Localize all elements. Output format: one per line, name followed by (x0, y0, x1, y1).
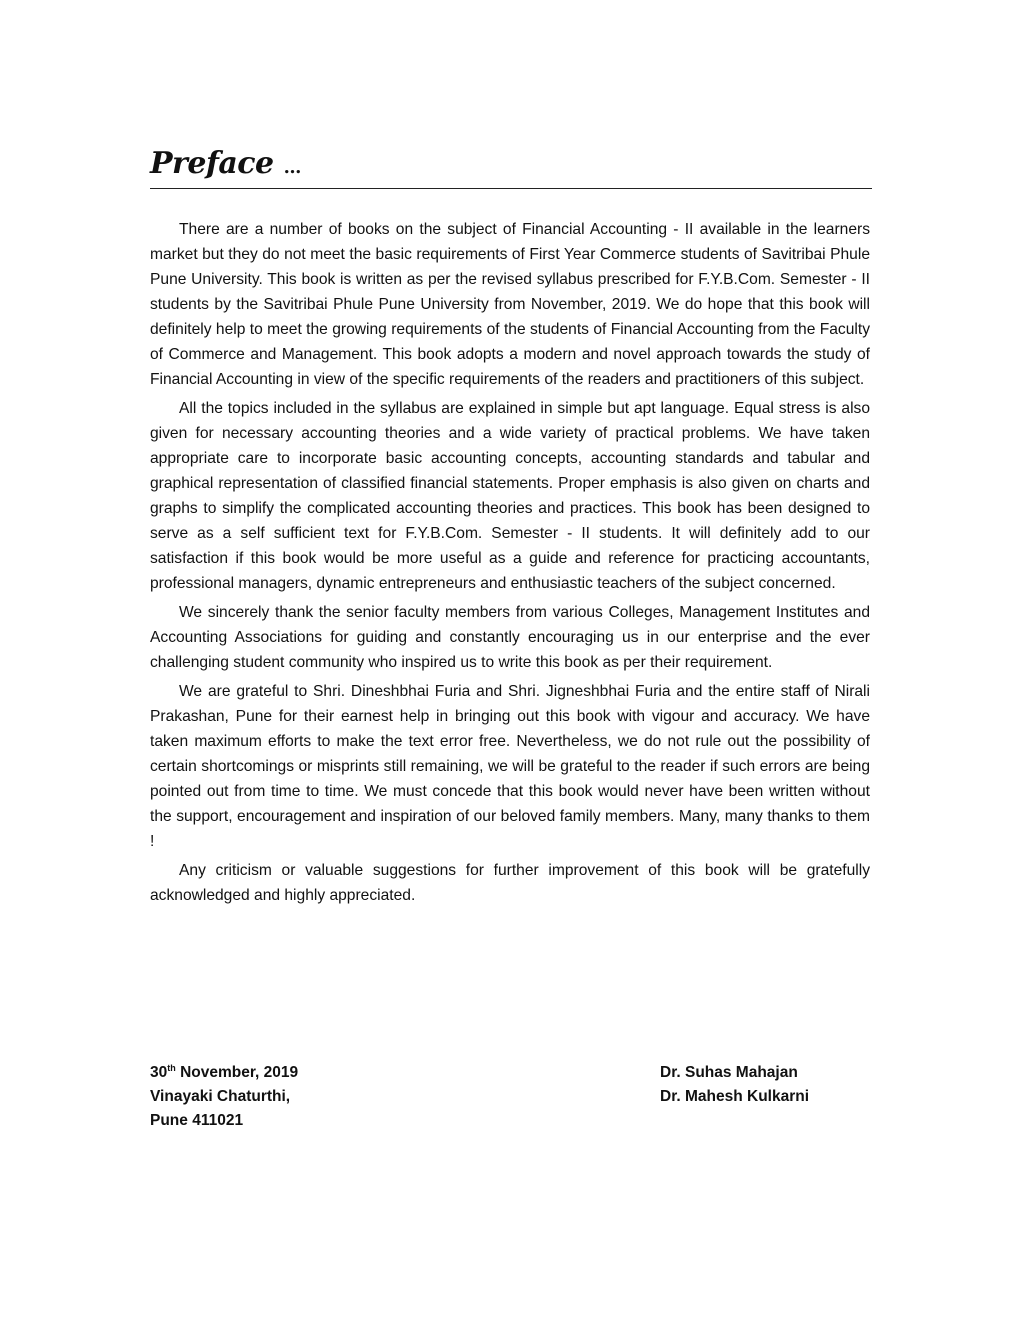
preface-body (150, 217, 870, 912)
date-rest: November, 2019 (180, 1064, 299, 1081)
date-day: 30 (150, 1064, 168, 1081)
date-place-block (150, 1061, 298, 1133)
title-divider (150, 188, 872, 189)
date (150, 1061, 298, 1085)
place: Pune 411021 (150, 1112, 244, 1129)
authors-block (660, 1061, 809, 1109)
author-name: Dr. Mahesh Kulkarni (660, 1088, 810, 1105)
paragraph: Any criticism or valuable suggestions for further improvement of this book will be gratefully acknowledged and highly appreciated. (150, 862, 870, 904)
paragraph: We are grateful to Shri. Dineshbhai Furia and Shri. Jigneshbhai Furia and the entire staff of Nirali Prakashan, Pune for their earnest help in bringing out this book with vigour and accuracy. We have taken maximum efforts to make the text error free. Nevertheless, we do not rule out the possibility of certain shortcomings or misprints still remaining, we will be grateful to the reader if such errors are being pointed out from time to time. We must concede that this book would never have been written without the support, encouragement and inspiration of our beloved family members. Many, many thanks to them ! (150, 683, 870, 850)
paragraph: We sincerely thank the senior faculty members from various Colleges, Management Institutes and Accounting Associations for guiding and constantly encouraging us in our enterprise and the ever challenging student community who inspired us to write this book as per their requirement. (150, 604, 870, 671)
date-suffix: th (167, 1062, 176, 1073)
paragraph: There are a number of books on the subject of Financial Accounting - II available in the learners market but they do not meet the basic requirements of First Year Commerce students of Savitribai Phule Pune University. This book is written as per the revised syllabus prescribed for F.Y.B.Com. Semester - II students by the Savitribai Phule Pune University from November, 2019. We do hope that this book will definitely help to meet the growing requirements of the students of Financial Accounting from the Faculty of Commerce and Management. This book adopts a modern and novel approach towards the study of Financial Accounting in view of the specific requirements of the readers and practitioners of this subject. (150, 221, 870, 388)
author-name: Dr. Suhas Mahajan (660, 1064, 798, 1081)
title-dots: ... (283, 157, 301, 178)
title-text: Preface (150, 146, 274, 181)
paragraph: All the topics included in the syllabus are explained in simple but apt language. Equal stress is also given for necessary accounting theories and a wide variety of practical problems. We have taken appropriate care to incorporate basic accounting concepts, accounting standards and tabular and graphical representation of classified financial statements. Proper emphasis is also given on charts and graphs to simplify the complicated accounting theories and practices. This book has been designed to serve as a self sufficient text for F.Y.B.Com. Semester - II students. It will definitely add to our satisfaction if this book would be more useful as a guide and reference for practicing accountants, professional managers, dynamic entrepreneurs and enthusiastic teachers of the subject concerned. (150, 400, 870, 592)
occasion: Vinayaki Chaturthi, (150, 1088, 291, 1105)
page-title (150, 146, 301, 181)
